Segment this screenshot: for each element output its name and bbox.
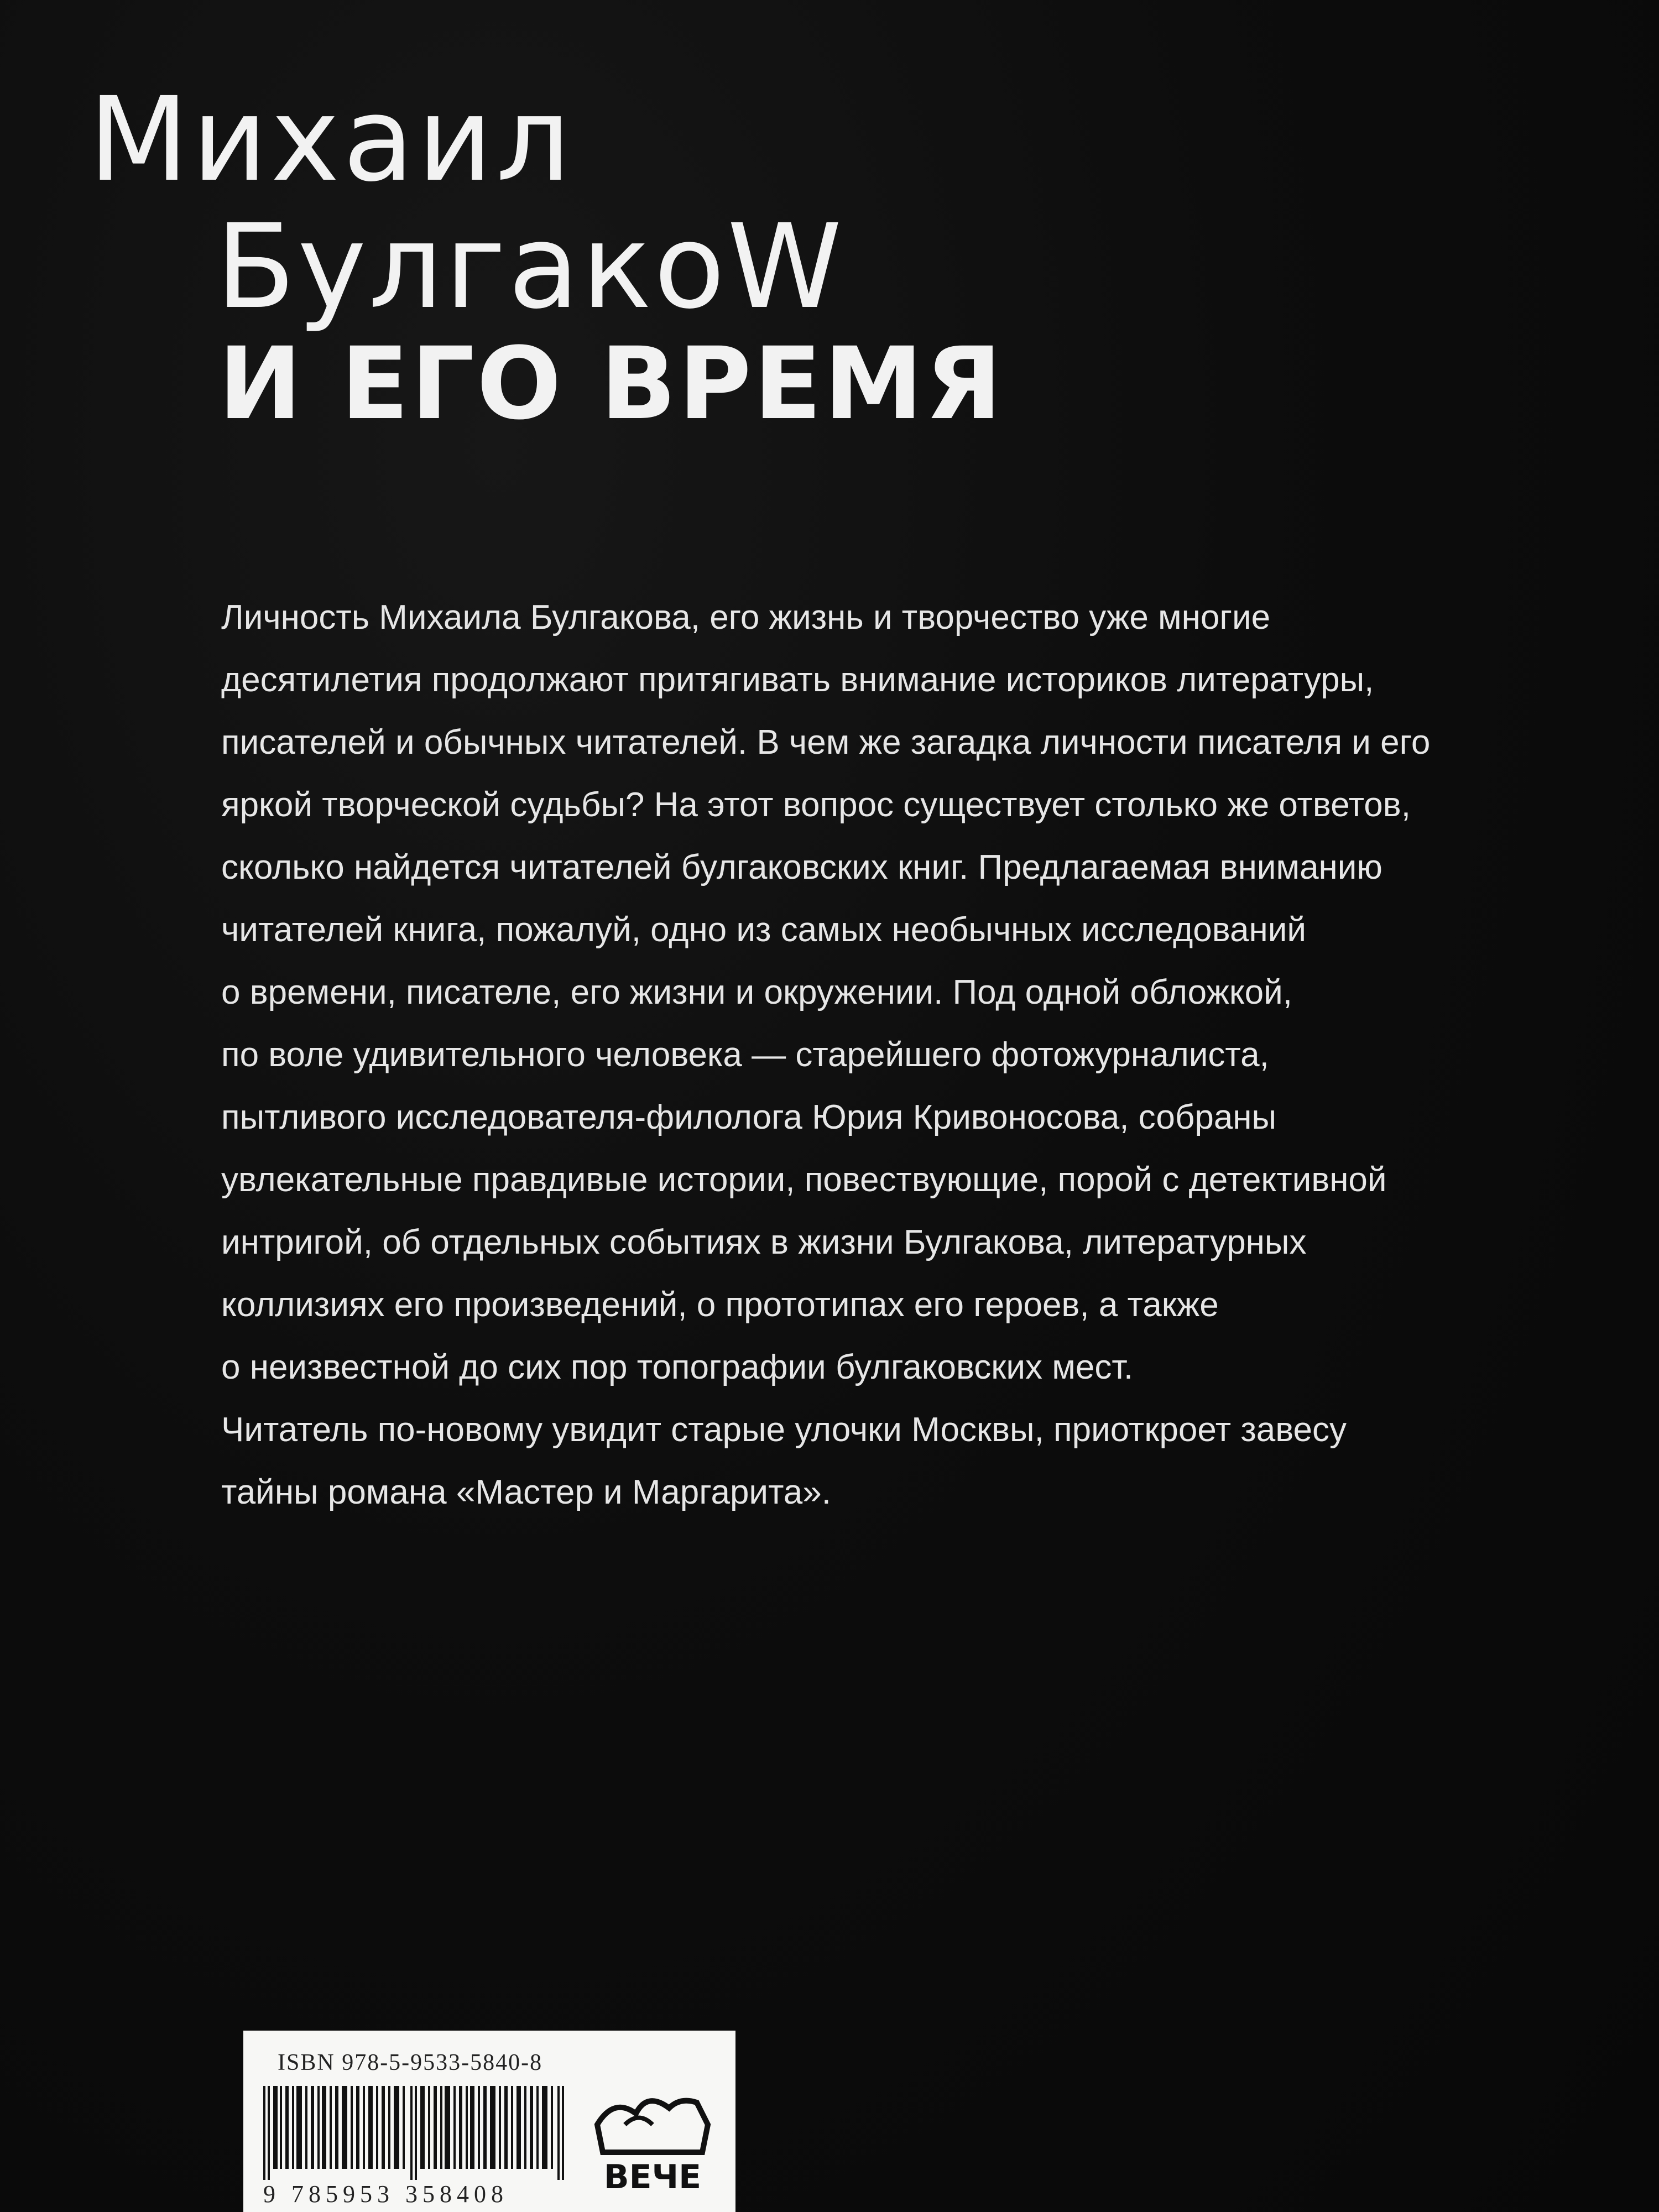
publisher-logo-text: ВЕЧЕ [603,2158,702,2197]
title-subtitle: И ЕГО ВРЕМЯ [218,326,1004,442]
blurb-line: тайны романа «Мастер и Маргарита». [221,1473,831,1511]
publisher-logo-icon [586,2091,719,2202]
blurb-line: Читатель по-новому увидит старые улочки Москвы, приоткроет завесу [221,1411,1347,1449]
blurb-line: яркой творческой судьбы? На этот вопрос существует столько же ответов, [221,786,1411,824]
blurb-line: сколько найдется читателей булгаковских книг. Предлагаемая вниманию [221,848,1383,886]
barcode-digits: 9 785953 358408 [263,2180,508,2208]
title-author-first-name: Михаил [88,72,574,207]
blurb-line: пытливого исследователя-филолога Юрия Кривоносова, собраны [221,1098,1277,1136]
blurb-line: коллизиях его произведений, о прототипах его героев, а также [221,1286,1219,1324]
blurb-line: интригой, об отдельных событиях в жизни Булгакова, литературных [221,1223,1307,1261]
blurb-line: о неизвестной до сих пор топографии булгаковских мест. [221,1348,1134,1386]
barcode-icon [263,2086,573,2180]
title-author-last-name: БулгакоW [216,199,844,335]
blurb-line: писателей и обычных читателей. В чем же загадка личности писателя и его [221,723,1431,761]
isbn-box [243,2031,735,2212]
blurb-line: о времени, писателе, его жизни и окружении. Под одной обложкой, [221,973,1292,1011]
blurb-line: читателей книга, пожалуй, одно из самых необычных исследований [221,911,1306,949]
blurb-text [221,586,1559,1524]
blurb-line: по воле удивительного человека — старейшего фотожурналиста, [221,1036,1269,1074]
blurb-line: увлекательные правдивые истории, повествующие, порой с детективной [221,1161,1387,1199]
blurb-line: десятилетия продолжают притягивать внимание историков литературы, [221,661,1374,699]
blurb-line: Личность Михаила Булгакова, его жизнь и творчество уже многие [221,598,1271,637]
isbn-label: ISBN 978-5-9533-5840-8 [278,2050,543,2075]
